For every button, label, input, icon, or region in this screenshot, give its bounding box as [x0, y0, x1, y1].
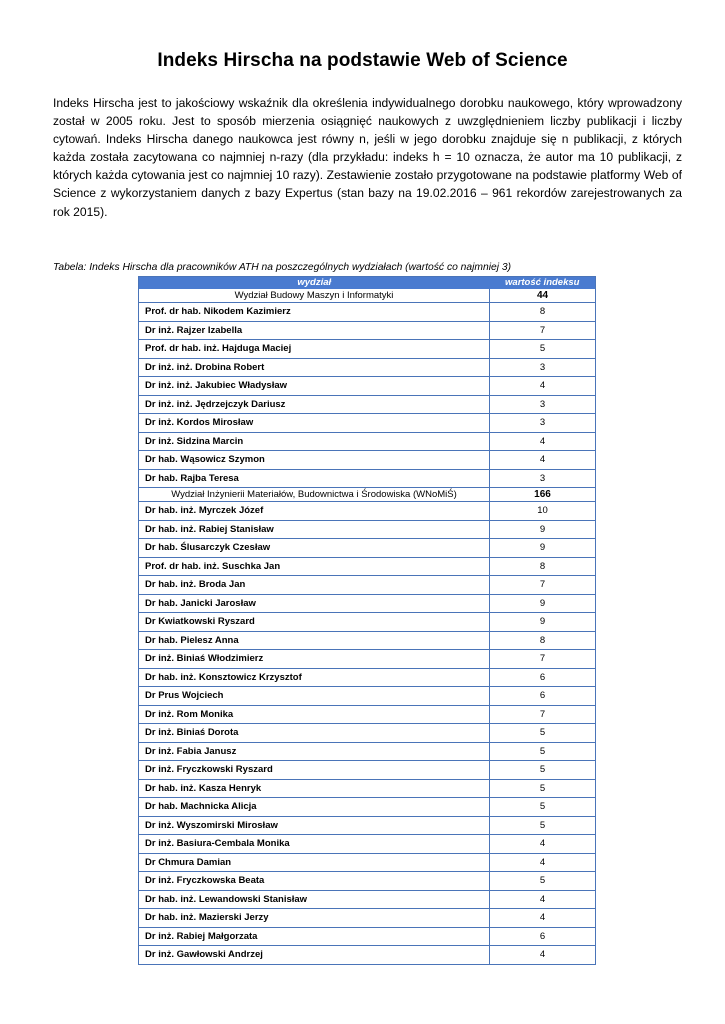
header-department: wydział: [139, 277, 490, 290]
h-index-value: 8: [490, 303, 596, 322]
table-row: [139, 853, 596, 872]
researcher-name: Dr inż. Biniaś Włodzimierz: [139, 650, 490, 669]
table-row: [139, 539, 596, 558]
h-index-value: 5: [490, 724, 596, 743]
researcher-name: Dr hab. inż. Myrczek Józef: [139, 502, 490, 521]
h-index-value: 5: [490, 340, 596, 359]
table-row: [139, 705, 596, 724]
table-row: [139, 650, 596, 669]
researcher-name: Dr hab. Pielesz Anna: [139, 631, 490, 650]
researcher-name: Dr inż. Fryczkowski Ryszard: [139, 761, 490, 780]
table-row: [139, 303, 596, 322]
table-row: [139, 742, 596, 761]
researcher-name: Dr Prus Wojciech: [139, 687, 490, 706]
researcher-name: Dr inż. Fabia Janusz: [139, 742, 490, 761]
researcher-name: Prof. dr hab. inż. Hajduga Maciej: [139, 340, 490, 359]
researcher-name: Dr inż. inż. Drobina Robert: [139, 358, 490, 377]
header-index-value: wartość indeksu: [490, 277, 596, 290]
researcher-name: Dr inż. inż. Jędrzejczyk Dariusz: [139, 395, 490, 414]
department-row: [139, 289, 596, 303]
table-row: [139, 576, 596, 595]
table-row: [139, 779, 596, 798]
table-row: [139, 520, 596, 539]
researcher-name: Dr inż. Rajzer Izabella: [139, 321, 490, 340]
department-row: [139, 488, 596, 502]
h-index-value: 10: [490, 502, 596, 521]
h-index-value: 4: [490, 451, 596, 470]
hirsch-index-table: [138, 276, 596, 965]
department-name: Wydział Inżynierii Materiałów, Budownictwa i Środowiska (WNoMiŚ): [139, 488, 490, 502]
table-row: [139, 835, 596, 854]
table-row: [139, 927, 596, 946]
table-body: [139, 289, 596, 964]
h-index-value: 4: [490, 890, 596, 909]
h-index-value: 9: [490, 520, 596, 539]
researcher-name: Dr inż. Gawłowski Andrzej: [139, 946, 490, 965]
table-row: [139, 469, 596, 488]
table-row: [139, 872, 596, 891]
table-header-row: [139, 277, 596, 290]
h-index-value: 4: [490, 853, 596, 872]
h-index-value: 6: [490, 668, 596, 687]
h-index-value: 5: [490, 798, 596, 817]
h-index-value: 3: [490, 358, 596, 377]
department-name: Wydział Budowy Maszyn i Informatyki: [139, 289, 490, 303]
intro-paragraph: Indeks Hirscha jest to jakościowy wskaźnik dla określenia indywidualnego dorobku naukowego, który wprowadzony został w 2005 roku. Jest to sposób mierzenia osiągnięć naukowych z uwzględnieniem liczby publikacji i liczby cytowań. Indeks Hirscha danego naukowca jest równy n, jeśli w jego dorobku znajduje się n publikacji, z których każda została zacytowana co najmniej n-razy (dla przykładu: indeks h = 10 oznacza, że autor ma 10 publikacji, z których każda cytowania jest co najmniej 10 razy). Zestawienie zostało przygotowane na podstawie platformy Web of Science z wykorzystaniem danych z bazy Expertus (stan bazy na 19.02.2016 – 961 rekordów zarejestrowanych za rok 2015).: [53, 96, 682, 219]
h-index-value: 8: [490, 557, 596, 576]
researcher-name: Dr hab. Wąsowicz Szymon: [139, 451, 490, 470]
h-index-value: 5: [490, 816, 596, 835]
researcher-name: Dr inż. Sidzina Marcin: [139, 432, 490, 451]
h-index-value: 9: [490, 613, 596, 632]
h-index-value: 5: [490, 779, 596, 798]
table-row: [139, 890, 596, 909]
researcher-name: Dr inż. inż. Jakubiec Władysław: [139, 377, 490, 396]
h-index-value: 7: [490, 321, 596, 340]
department-index-value: 44: [490, 289, 596, 303]
researcher-name: Dr hab. inż. Broda Jan: [139, 576, 490, 595]
h-index-value: 4: [490, 946, 596, 965]
researcher-name: Dr hab. inż. Lewandowski Stanisław: [139, 890, 490, 909]
table-row: [139, 724, 596, 743]
h-index-value: 8: [490, 631, 596, 650]
h-index-value: 5: [490, 872, 596, 891]
researcher-name: Dr hab. inż. Konsztowicz Krzysztof: [139, 668, 490, 687]
table-row: [139, 687, 596, 706]
table-row: [139, 816, 596, 835]
table-caption: Tabela: Indeks Hirscha dla pracowników ATH na poszczególnych wydziałach (wartość co najmniej 3): [53, 262, 512, 273]
table-row: [139, 395, 596, 414]
table-row: [139, 414, 596, 433]
h-index-value: 9: [490, 594, 596, 613]
researcher-name: Dr Kwiatkowski Ryszard: [139, 613, 490, 632]
h-index-value: 3: [490, 395, 596, 414]
h-index-value: 6: [490, 927, 596, 946]
researcher-name: Prof. dr hab. Nikodem Kazimierz: [139, 303, 490, 322]
researcher-name: Dr hab. Machnicka Alicja: [139, 798, 490, 817]
table-row: [139, 594, 596, 613]
h-index-value: 5: [490, 742, 596, 761]
h-index-value: 4: [490, 377, 596, 396]
table-row: [139, 631, 596, 650]
researcher-name: Dr inż. Rabiej Małgorzata: [139, 927, 490, 946]
researcher-name: Dr inż. Kordos Mirosław: [139, 414, 490, 433]
researcher-name: Dr hab. Rajba Teresa: [139, 469, 490, 488]
h-index-value: 3: [490, 414, 596, 433]
table-row: [139, 557, 596, 576]
table-row: [139, 451, 596, 470]
h-index-value: 7: [490, 705, 596, 724]
table-row: [139, 432, 596, 451]
h-index-value: 4: [490, 835, 596, 854]
researcher-name: Prof. dr hab. inż. Suschka Jan: [139, 557, 490, 576]
table-row: [139, 613, 596, 632]
table-row: [139, 340, 596, 359]
researcher-name: Dr Chmura Damian: [139, 853, 490, 872]
h-index-value: 6: [490, 687, 596, 706]
researcher-name: Dr hab. inż. Kasza Henryk: [139, 779, 490, 798]
researcher-name: Dr inż. Basiura-Cembala Monika: [139, 835, 490, 854]
researcher-name: Dr inż. Wyszomirski Mirosław: [139, 816, 490, 835]
department-index-value: 166: [490, 488, 596, 502]
h-index-value: 3: [490, 469, 596, 488]
table-row: [139, 909, 596, 928]
researcher-name: Dr hab. Janicki Jarosław: [139, 594, 490, 613]
table-row: [139, 502, 596, 521]
table-row: [139, 377, 596, 396]
researcher-name: Dr inż. Rom Monika: [139, 705, 490, 724]
table-row: [139, 358, 596, 377]
h-index-value: 7: [490, 576, 596, 595]
researcher-name: Dr hab. inż. Rabiej Stanisław: [139, 520, 490, 539]
table-row: [139, 668, 596, 687]
h-index-value: 4: [490, 909, 596, 928]
table-row: [139, 946, 596, 965]
h-index-value: 7: [490, 650, 596, 669]
table-row: [139, 321, 596, 340]
h-index-value: 9: [490, 539, 596, 558]
table-row: [139, 798, 596, 817]
table-row: [139, 761, 596, 780]
page-title: Indeks Hirscha na podstawie Web of Science: [157, 50, 568, 71]
h-index-value: 5: [490, 761, 596, 780]
researcher-name: Dr hab. Ślusarczyk Czesław: [139, 539, 490, 558]
researcher-name: Dr inż. Fryczkowska Beata: [139, 872, 490, 891]
researcher-name: Dr inż. Biniaś Dorota: [139, 724, 490, 743]
researcher-name: Dr hab. inż. Mazierski Jerzy: [139, 909, 490, 928]
h-index-value: 4: [490, 432, 596, 451]
